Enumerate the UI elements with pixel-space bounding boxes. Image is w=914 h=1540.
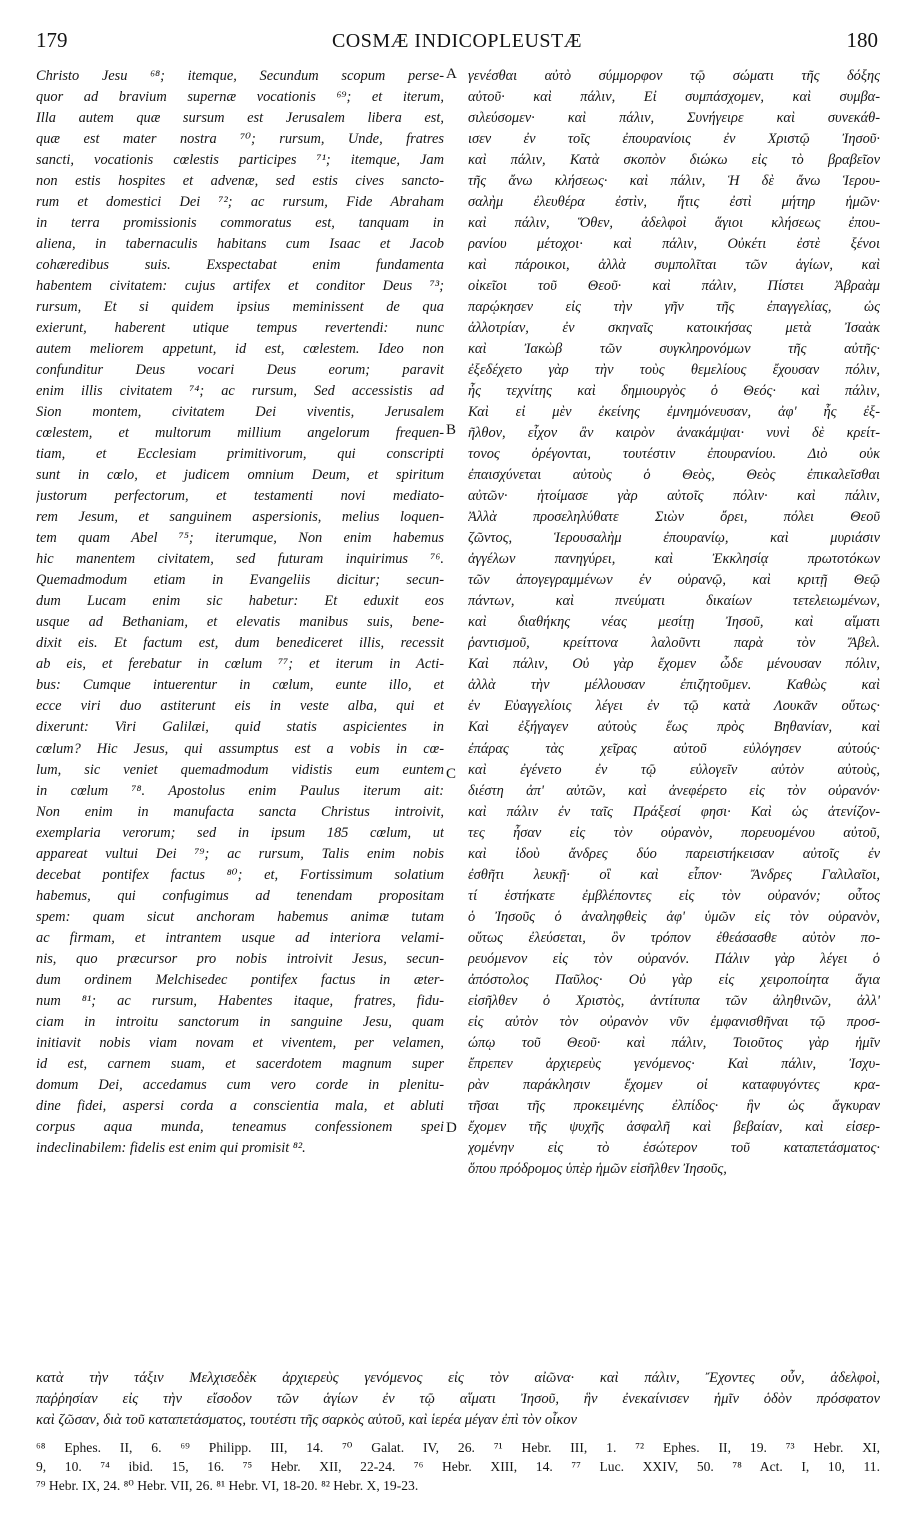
latin-text-line: dixerunt: Viri Galilæi, quid statis aspicientes in bbox=[36, 719, 444, 736]
footnote-line: ⁶⁸ Ephes. II, 6. ⁶⁹ Philipp. III, 14. ⁷⁰ Galat. IV, 26. ⁷¹ Hebr. III, 1. ⁷² Ephes. II, 19. ⁷³ Hebr. XI, bbox=[36, 1440, 880, 1455]
latin-text-line: sancti, vocationis cœlestis participes ⁷¹; itemque, Jam bbox=[36, 152, 444, 169]
latin-text-line: tem quam Abel ⁷⁵; iterumque, Non enim habemus bbox=[36, 530, 444, 547]
margin-marker-d: D bbox=[446, 1120, 457, 1136]
latin-text-line: ciam in introitu sanctorum in sanguine Jesu, quam bbox=[36, 1013, 444, 1030]
latin-text-line: indeclinabilem: fidelis est enim qui promisit ⁸². bbox=[36, 1139, 306, 1156]
greek-text-line: διέστη ἀπ' αὐτῶν, καὶ ἀνεφέρετο εἰς τὸν οὐρανόν· bbox=[468, 782, 880, 799]
latin-text-line: cœlum? Hic Jesus, qui assumptus est a vobis in cœ- bbox=[36, 740, 444, 757]
latin-text-line: habentem civitatem: cujus artifex et conditor Deus ⁷³; bbox=[36, 278, 444, 295]
greek-text-line: οὕτως ἐλεύσεται, ὃν τρόπον ἐθεάσασθε αὐτὸν πο- bbox=[468, 929, 880, 946]
latin-text-line: decebat pontifex factus ⁸⁰; et, Fortissimum solatium bbox=[36, 866, 444, 883]
greek-text-line: αὐτῶν· ἡτοίμασε γὰρ αὐτοῖς πόλιν· καὶ πάλιν, bbox=[468, 488, 880, 505]
latin-text-line: rum et domestici Dei ⁷²; ac rursum, Fide Abraham bbox=[36, 194, 444, 211]
margin-marker-a: A bbox=[446, 66, 457, 82]
greek-text-line: ώπῳ τοῦ Θεοῦ· καὶ πάλιν, Τοιοῦτος γὰρ ἡμῖν bbox=[468, 1034, 880, 1051]
greek-text-line: τί ἑστήκατε ἐμβλέποντες εἰς τὸν οὐρανόν; οὗτος bbox=[468, 887, 880, 904]
greek-text-line: καὶ πάλιν, Κατὰ σκοπὸν διώκω εἰς τὸ βραβεῖον bbox=[468, 152, 880, 169]
latin-column bbox=[36, 66, 444, 1159]
greek-text-line: οἰκεῖοι τοῦ Θεοῦ· καὶ πάλιν, Πίστει Ἀβραὰμ bbox=[468, 278, 880, 295]
greek-text-line: καὶ πάλιν, Ὅθεν, ἀδελφοὶ ἅγιοι κλήσεως ἐπου- bbox=[468, 215, 880, 232]
greek-text-line: τῶν ἀπογεγραμμένων ἐν οὐρανῷ, καὶ κριτῇ Θεῷ bbox=[468, 572, 880, 589]
latin-text-line: dixit eis. Et factum est, dum benediceret illis, recessit bbox=[36, 635, 444, 652]
greek-text-line: ζῶντος, Ἱερουσαλὴμ ἐπουρανίῳ, καὶ μυριάσιν bbox=[468, 530, 880, 547]
greek-text-line: αὐτοῦ· καὶ πάλιν, Εἰ συμπάσχομεν, καὶ συμβα- bbox=[468, 89, 880, 106]
latin-text-line: tiam, et Ecclesiam primitivorum, qui conscripti bbox=[36, 446, 444, 463]
latin-text-line: hic manentem civitatem, sed futuram inquirimus ⁷⁶. bbox=[36, 551, 444, 568]
greek-text-line: ἀλλοτρίαν, ἐν σκηναῖς κατοικήσας μετὰ Ἰσαὰκ bbox=[468, 320, 880, 337]
margin-marker-c: C bbox=[446, 766, 457, 782]
greek-text-line: καὶ πάροικοι, ἀλλὰ συμπολῖται τῶν ἁγίων, καὶ bbox=[468, 257, 880, 274]
greek-text-line: παρῴκησεν εἰς τὴν γῆν τῆς ἐπαγγελίας, ὡς bbox=[468, 299, 880, 316]
latin-text-line: Illa autem quæ sursum est Jerusalem libera est, bbox=[36, 110, 444, 127]
footnotes bbox=[36, 1438, 880, 1495]
greek-text-line: Καὶ ἐξήγαγεν αὐτοὺς ἕως πρὸς Βηθανίαν, καὶ bbox=[468, 719, 880, 736]
greek-text-line: ἐσθῆτι λευκῇ· οἳ καὶ εἶπον· Ἄνδρες Γαλιλαῖοι, bbox=[468, 866, 880, 883]
greek-full-width-continuation bbox=[36, 1368, 880, 1431]
greek-text-line: καὶ διαθήκης νέας μεσίτῃ Ἰησοῦ, καὶ αἵματι bbox=[468, 614, 880, 631]
page-number-left: 179 bbox=[36, 28, 68, 52]
greek-column bbox=[468, 66, 880, 1180]
latin-text-line: quor ad bravium supernæ vocationis ⁶⁹; et iterum, bbox=[36, 89, 444, 106]
greek-text-line: ισεν ἐν τοῖς ἐπουρανίοις ἐν Χριστῷ Ἰησοῦ· bbox=[468, 131, 880, 148]
latin-text-line: cohæredibus suis. Exspectabat enim fundamenta bbox=[36, 257, 444, 274]
greek-text-line: καὶ ζῶσαν, διὰ τοῦ καταπετάσματος, τουτέστι τῆς σαρκὸς αὐτοῦ, καὶ ἱερέα μέγαν ἐπὶ τὸν οἶκον bbox=[36, 1412, 577, 1429]
latin-text-line: dum Lucam enim sic habetur: Et eduxit eos bbox=[36, 593, 444, 610]
footnote-line: ⁷⁹ Hebr. IX, 24. ⁸⁰ Hebr. VII, 26. ⁸¹ Hebr. VI, 18-20. ⁸² Hebr. X, 19-23. bbox=[36, 1478, 419, 1493]
greek-text-line: ἐν Εὐαγγελίοις λέγει ἐν τῷ κατὰ Λουκᾶν οὕτως· bbox=[468, 698, 880, 715]
latin-text-line: quæ est mater nostra ⁷⁰; rursum, Unde, fratres bbox=[36, 131, 444, 148]
greek-text-line: πάντων, καὶ πνεύματι δικαίων τετελειωμένων, bbox=[468, 593, 880, 610]
greek-text-line: καὶ πάλιν ἐν ταῖς Πράξεσί φησι· Καὶ ὡς ἀτενίζον- bbox=[468, 803, 880, 820]
latin-text-line: usque ad Bethaniam, et elevatis manibus suis, bene- bbox=[36, 614, 444, 631]
latin-text-line: sunt in cœlo, et judicem omnium Deum, et spiritum bbox=[36, 467, 444, 484]
latin-text-line: num ⁸¹; ac rursum, Habentes itaque, fratres, fidu- bbox=[36, 992, 444, 1009]
latin-text-line: domum Dei, accedamus cum vero corde in plenitu- bbox=[36, 1076, 444, 1093]
greek-text-line: καὶ ἐγένετο ἐν τῷ εὐλογεῖν αὐτὸν αὐτοὺς, bbox=[468, 761, 880, 778]
greek-text-line: Ἀλλὰ προσεληλύθατε Σιὼν ὄρει, πόλει Θεοῦ bbox=[468, 509, 880, 526]
greek-text-line: σαλὴμ ἐλευθέρα ἐστὶν, ἥτις ἐστὶ μήτηρ ἡμῶν· bbox=[468, 194, 880, 211]
footnote-line: 9, 10. ⁷⁴ ibid. 15, 16. ⁷⁵ Hebr. XII, 22-24. ⁷⁶ Hebr. XIII, 14. ⁷⁷ Luc. XXIV, 50. ⁷⁸ Act. I, 10, 11. bbox=[36, 1459, 880, 1474]
greek-text-line: καὶ Ἰακὼβ τῶν συγκληρονόμων τῆς αὐτῆς· bbox=[468, 341, 880, 358]
latin-text-line: appareat vultui Dei ⁷⁹; ac rursum, Talis enim nobis bbox=[36, 845, 444, 862]
latin-text-line: corpus aqua munda, teneamus confessionem spei bbox=[36, 1118, 444, 1135]
latin-text-line: ab eis, et ferebatur in cœlum ⁷⁷; et iterum in Acti- bbox=[36, 656, 444, 673]
latin-text-line: id est, carnem suam, et sacerdotem magnum super bbox=[36, 1055, 444, 1072]
greek-text-line: τῆς ἄνω κλήσεως· καὶ πάλιν, Ἡ δὲ ἄνω Ἱερου- bbox=[468, 173, 880, 190]
latin-text-line: dum ordinem Melchisedec pontifex factus in æter- bbox=[36, 971, 444, 988]
latin-text-line: rursum, Et si quidem ipsius meminissent de qua bbox=[36, 299, 444, 316]
greek-text-line: ἔπρεπεν ἀρχιερεὺς γενόμενος· Καὶ πάλιν, Ἰσχυ- bbox=[468, 1055, 880, 1072]
greek-text-line: ρὰν παράκλησιν ἔχομεν οἱ καταφυγόντες κρα- bbox=[468, 1076, 880, 1093]
greek-text-line: ἔχομεν τῆς ψυχῆς ἀσφαλῆ καὶ βεβαίαν, καὶ εἰσερ- bbox=[468, 1118, 880, 1135]
latin-text-line: enim illis civitatem ⁷⁴; ac rursum, Sed accessistis ad bbox=[36, 383, 444, 400]
latin-text-line: aliena, in tabernaculis habitans cum Isaac et Jacob bbox=[36, 236, 444, 253]
greek-text-line: γενέσθαι αὐτὸ σύμμορφον τῷ σώματι τῆς δόξης bbox=[468, 68, 880, 84]
greek-text-line: κατὰ τὴν τάξιν Μελχισεδὲκ ἀρχιερεὺς γενόμενος εἰς τὸν αἰῶνα· καὶ πάλιν, Ἔχοντες οὖν, ἀδελφοὶ, bbox=[36, 1370, 880, 1386]
latin-text-line: initiavit nobis viam novam et viventem, per velamen, bbox=[36, 1034, 444, 1051]
latin-text-line: ac firmam, et intrantem usque ad interiora velami- bbox=[36, 929, 444, 946]
greek-text-line: ἀγγέλων πανηγύρει, καὶ Ἐκκλησίᾳ πρωτοτόκων bbox=[468, 551, 880, 568]
latin-text-line: Sion montem, civitatem Dei viventis, Jerusalem bbox=[36, 404, 444, 421]
latin-text-line: lum, sic veniet quemadmodum vidistis eum euntem bbox=[36, 761, 444, 778]
latin-text-line: non estis hospites et advenæ, sed estis cives sancto- bbox=[36, 173, 444, 190]
greek-text-line: ὁ Ἰησοῦς ὁ ἀναληφθεὶς ἀφ' ὑμῶν εἰς τὸν οὐρανὸν, bbox=[468, 908, 880, 925]
latin-text-line: Quemadmodum etiam in Evangeliis dicitur; secun- bbox=[36, 572, 444, 589]
latin-text-line: habemus, qui confugimus ad tenendam propositam bbox=[36, 887, 444, 904]
latin-text-line: cœlestem, et multorum millium angelorum frequen- bbox=[36, 425, 444, 442]
greek-text-line: καὶ ἰδοὺ ἄνδρες δύο παρειστήκεισαν αὐτοῖς ἐν bbox=[468, 845, 880, 862]
latin-text-line: spem: quam sicut anchoram habemus animæ tutam bbox=[36, 908, 444, 925]
page-number-right: 180 bbox=[846, 28, 878, 52]
greek-text-line: τονος ὀρέγονται, τουτέστιν ἐπουρανίου. Διὸ οὐκ bbox=[468, 446, 880, 463]
latin-text-line: rem Jesum, et sanguinem aspersionis, melius loquen- bbox=[36, 509, 444, 526]
greek-text-line: ἀλλὰ τὴν μέλλουσαν ἐπιζητοῦμεν. Καθὼς καὶ bbox=[468, 677, 880, 694]
latin-text-line: bus: Cumque intuerentur in cœlum, eunte illo, et bbox=[36, 677, 444, 694]
latin-text-line: ecce viri duo astiterunt eis in veste alba, qui et bbox=[36, 698, 444, 715]
greek-text-line: ῥαντισμοῦ, κρείττονα λαλοῦντι παρὰ τὸν Ἄβελ. bbox=[468, 635, 880, 652]
latin-text-line: Christo Jesu ⁶⁸; itemque, Secundum scopum perse- bbox=[36, 68, 444, 84]
greek-text-line: τες ἦσαν εἰς τὸν οὐρανὸν, πορευομένου αὐτοῦ, bbox=[468, 824, 880, 841]
greek-text-line: ἀπόστολος Παῦλος· Οὐ γὰρ εἰς χειροποίητα ἅγια bbox=[468, 971, 880, 988]
greek-text-line: τῆσαι τῆς προκειμένης ἐλπίδος· ἣν ὡς ἄγκυραν bbox=[468, 1097, 880, 1114]
greek-text-line: ρευόμενον εἰς τὸν οὐρανόν. Πάλιν γὰρ λέγει ὁ bbox=[468, 950, 880, 967]
running-header bbox=[36, 28, 878, 58]
running-title: COSMÆ INDICOPLEUSTÆ bbox=[331, 30, 583, 52]
greek-text-line: ἐξεδέχετο γὰρ τὴν τοὺς θεμελίους ἔχουσαν πόλιν, bbox=[468, 362, 880, 379]
latin-text-line: exemplaria verorum; sed in ipsum 185 cœlum, ut bbox=[36, 824, 444, 841]
latin-text-line: justorum perfectorum, et testamenti novi mediato- bbox=[36, 488, 444, 505]
greek-text-line: ἐπαισχύνεται αὐτοὺς ὁ Θεὸς, Θεὸς ἐπικαλεῖσθαι bbox=[468, 467, 880, 484]
latin-text-line: exierunt, haberent utique tempus revertendi: nunc bbox=[36, 320, 444, 337]
greek-text-line: Καὶ πάλιν, Οὐ γὰρ ἔχομεν ὧδε μένουσαν πόλιν, bbox=[468, 656, 880, 673]
latin-text-line: Non enim in manufacta sancta Christus introivit, bbox=[36, 803, 444, 820]
latin-text-line: in cœlum ⁷⁸. Apostolus enim Paulus iterum ait: bbox=[36, 782, 444, 799]
greek-text-line: ρανίου μέτοχοι· καὶ πάλιν, Οὐκέτι ἐστὲ ξένοι bbox=[468, 236, 880, 253]
greek-text-line: χομένην εἰς τὸ ἐσώτερον τοῦ καταπετάσματος· bbox=[468, 1139, 880, 1156]
margin-marker-b: B bbox=[446, 422, 457, 438]
greek-text-line: εἰς αὐτὸν τὸν οὐρανὸν νῦν ἐμφανισθῆναι τῷ προσ- bbox=[468, 1013, 880, 1030]
greek-text-line: ἧς τεχνίτης καὶ δημιουργὸς ὁ Θεός· καὶ πάλιν, bbox=[468, 383, 880, 400]
greek-text-line: εἰσῆλθεν ὁ Χριστὸς, ἀντίτυπα τῶν ἀληθινῶν, ἀλλ' bbox=[468, 992, 880, 1009]
latin-text-line: dine fidei, aspersi corda a conscientia mala, et abluti bbox=[36, 1097, 444, 1114]
greek-text-line: Καὶ εἰ μὲν ἐκείνης ἐμνημόνευσαν, ἀφ' ἧς ἐξ- bbox=[468, 404, 880, 421]
latin-text-line: nis, quo præcursor pro nobis introivit Jesus, secun- bbox=[36, 950, 444, 967]
latin-text-line: confunditur Deus vocari Deus eorum; paravit bbox=[36, 362, 444, 379]
greek-text-line: ὅπου πρόδρομος ὑπὲρ ἡμῶν εἰσῆλθεν Ἰησοῦς, bbox=[468, 1160, 727, 1177]
greek-text-line: ἐπάρας τὰς χεῖρας αὐτοῦ εὐλόγησεν αὐτούς· bbox=[468, 740, 880, 757]
greek-text-line: παῤῥησίαν εἰς τὴν εἴσοδον τῶν ἁγίων ἐν τῷ αἵματι Ἰησοῦ, ἣν ἐνεκαίνισεν ἡμῖν ὁδὸν πρόσφατον bbox=[36, 1391, 880, 1408]
latin-text-line: in terra promissionis commoratus est, tanquam in bbox=[36, 215, 444, 232]
latin-text-line: autem meliorem appetunt, id est, cœlestem. Ideo non bbox=[36, 341, 444, 358]
greek-text-line: σιλεύσομεν· καὶ πάλιν, Συνήγειρε καὶ συνεκάθ- bbox=[468, 110, 880, 127]
greek-text-line: ῆλθον, εἶχον ἂν καιρὸν ἀνακάμψαι· νυνὶ δὲ κρείτ- bbox=[468, 425, 880, 442]
